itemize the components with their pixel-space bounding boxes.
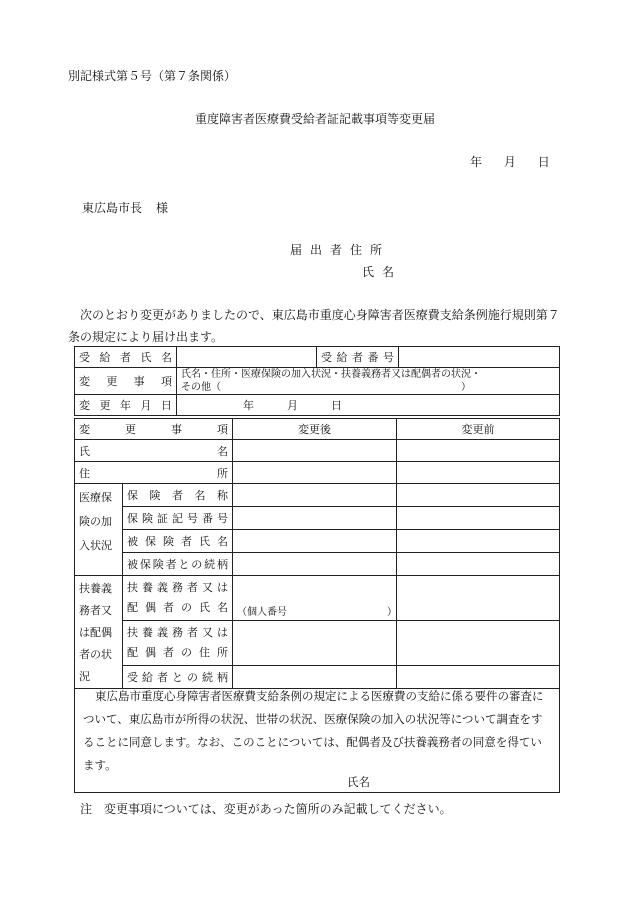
- form-number: 別記様式第５号（第７条関係）: [68, 69, 237, 83]
- insurer-name-label: 保険者名称: [123, 484, 233, 507]
- supporter-name-after[interactable]: [233, 576, 397, 621]
- insurance-card-after[interactable]: [233, 507, 397, 530]
- date-month: 月: [503, 155, 516, 169]
- address-before-field[interactable]: [397, 462, 560, 484]
- supporter-address-label: 扶養義務者又は 配偶者の住所: [123, 621, 233, 666]
- insurance-card-before[interactable]: [397, 507, 560, 530]
- change-details-table: [74, 418, 560, 689]
- insurance-card-label: 保険証記号番号: [123, 507, 233, 530]
- addressee: [82, 199, 168, 216]
- applicant-address-label: 届出者住所: [290, 243, 391, 257]
- recipient-number-field[interactable]: [399, 347, 560, 368]
- applicant-name-label: 氏名: [362, 265, 403, 279]
- supporter-name-label: 扶養義務者又は 配偶者の氏名: [123, 576, 233, 621]
- addressee-name: 東広島市長: [82, 201, 143, 215]
- date-day: 日: [537, 155, 550, 169]
- name-row-label: 氏名: [75, 440, 233, 462]
- supporter-address-after[interactable]: [233, 621, 397, 666]
- consent-signature-label: 氏名: [347, 775, 370, 789]
- document-title: 重度障害者医療費受給者証記載事項等変更届: [194, 112, 435, 126]
- insurer-name-before[interactable]: [397, 484, 560, 507]
- relation-insured-label: 被保険者との続柄: [123, 553, 233, 576]
- name-after-field[interactable]: [233, 440, 397, 462]
- recipient-number-label: 受給者番号: [317, 347, 399, 368]
- supporter-name-before[interactable]: [397, 576, 560, 621]
- col-header-after: 変更後: [233, 419, 397, 440]
- name-before-field[interactable]: [397, 440, 560, 462]
- intro-text: 次のとおり変更がありましたので、東広島市重度心身障害者医療費支給条例施行規則第７条の規定により届け出ます。: [68, 308, 560, 344]
- addressee-honorific: 様: [156, 201, 169, 215]
- relation-recipient-label: 受給者との続柄: [123, 666, 233, 689]
- change-date-label: 変更年月日: [75, 395, 177, 416]
- insurer-name-after[interactable]: [233, 484, 397, 507]
- date-year: 年: [470, 155, 483, 169]
- insured-name-before[interactable]: [397, 530, 560, 553]
- change-date-field[interactable]: [177, 395, 560, 416]
- recipient-name-label: 受給者氏名: [75, 347, 177, 368]
- relation-insured-after[interactable]: [233, 553, 397, 576]
- insurance-group-label: 医療保 険の加 入状況: [75, 484, 123, 576]
- insured-name-after[interactable]: [233, 530, 397, 553]
- address-after-field[interactable]: [233, 462, 397, 484]
- footnote: 注 変更事項については、変更があった箇所のみ記載してください。: [80, 802, 452, 816]
- consent-text: 東広島市重度心身障害者医療費支給条例の規定による医療費の支給に係る要件の審査について、東広島市が所得の状況、世帯の状況、医療保険の加入の状況等について調査をすることに同意します。なお、このことについては、配偶者及び扶養義務者の同意を得ています。: [83, 689, 544, 772]
- address-row-label: 住所: [75, 462, 233, 484]
- change-items-field[interactable]: [177, 368, 560, 395]
- col-header-item: 変更事項: [75, 419, 233, 440]
- supporter-address-before[interactable]: [397, 621, 560, 666]
- submission-date: [470, 153, 550, 170]
- change-date-value: 年 月 日: [243, 399, 342, 412]
- insured-name-label: 被保険者氏名: [123, 530, 233, 553]
- change-items-options: 氏名・住所・医療保険の加入状況・扶養義務者又は配偶者の状況・: [181, 369, 481, 380]
- support-group-label: 扶養義 務者又 は配偶 者の状 況: [75, 576, 123, 689]
- recipient-name-field[interactable]: [177, 347, 317, 368]
- relation-insured-before[interactable]: [397, 553, 560, 576]
- personal-number-field: （個人番号 ）: [237, 607, 397, 619]
- change-items-label: 変更事項: [75, 368, 177, 395]
- col-header-before: 変更前: [397, 419, 560, 440]
- consent-section: [74, 685, 560, 793]
- change-items-other: その他（ ）: [181, 382, 471, 393]
- recipient-info-table: [74, 346, 560, 416]
